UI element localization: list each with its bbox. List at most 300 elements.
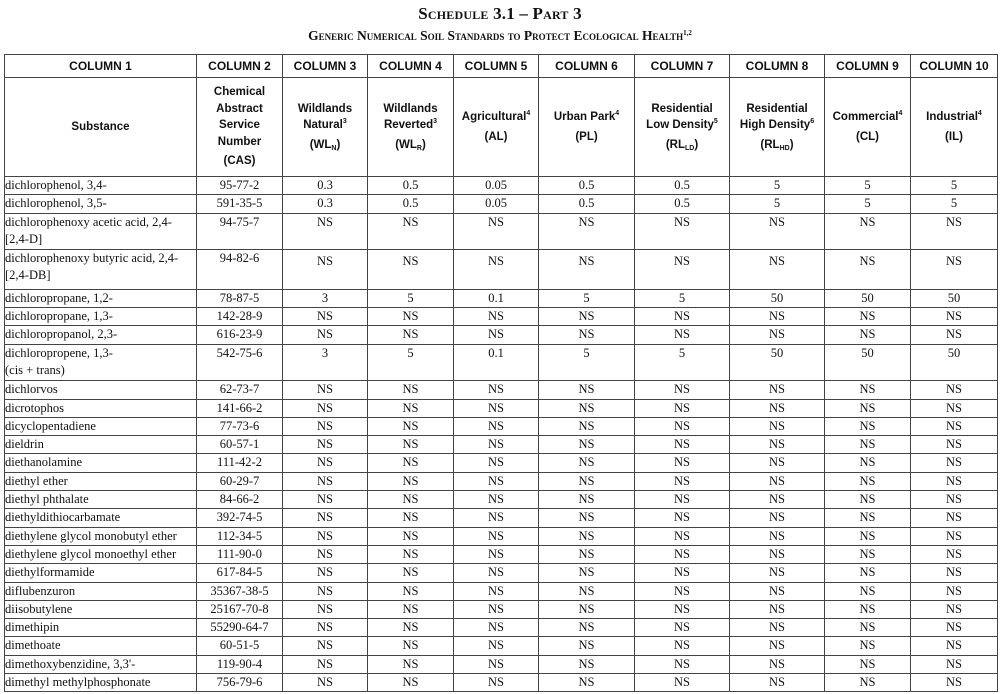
standard-value-cell: NS [539, 674, 635, 692]
substance-cell [5, 472, 197, 490]
substance-cell [5, 250, 197, 290]
standard-value-cell: 50 [825, 344, 911, 381]
standard-value-cell: NS [539, 582, 635, 600]
standard-value-cell: NS [825, 250, 911, 290]
standard-value-cell: NS [730, 250, 825, 290]
header-line [539, 109, 634, 126]
standard-value-cell: NS [539, 472, 635, 490]
standard-value-cell: NS [911, 454, 998, 472]
cas-number-cell: 35367-38-5 [197, 582, 283, 600]
standard-value-cell: NS [635, 582, 730, 600]
standard-value-cell: NS [539, 655, 635, 673]
document-subtitle [0, 28, 1000, 44]
cas-number-cell: 756-79-6 [197, 674, 283, 692]
header-footnote: 3 [342, 118, 347, 126]
standard-value-cell: NS [454, 564, 539, 582]
substance-name-line: dichlorophenoxy butyric acid, 2,4- [5, 251, 179, 266]
standard-value-cell: NS [730, 582, 825, 600]
table-row [5, 674, 998, 692]
substance-name-line: dicrotophos [5, 400, 65, 415]
column-number-8: COLUMN 8 [730, 55, 825, 78]
substance-name-line: [2,4-D] [5, 231, 43, 246]
standard-value-cell: NS [825, 491, 911, 509]
standard-value-cell: NS [283, 674, 368, 692]
standard-value-cell: NS [911, 436, 998, 454]
table-row [5, 619, 998, 637]
standard-value-cell: NS [730, 674, 825, 692]
substance-name-line: dichloropropane, 1,3- [5, 309, 113, 324]
column-number-9: COLUMN 9 [825, 55, 911, 78]
substance-name-line: diethyl ether [5, 473, 68, 488]
table-row [5, 509, 998, 527]
table-row [5, 381, 998, 399]
standard-value-cell: NS [825, 436, 911, 454]
standard-value-cell: NS [911, 655, 998, 673]
standard-value-cell: NS [635, 454, 730, 472]
header-line [825, 109, 910, 126]
standard-value-cell: NS [730, 472, 825, 490]
standard-value-cell: NS [825, 545, 911, 563]
standard-value-cell: NS [539, 454, 635, 472]
header-line [730, 101, 824, 118]
cas-number-cell: 60-29-7 [197, 472, 283, 490]
table-body [5, 177, 998, 692]
column-header-3 [283, 78, 368, 177]
substance-name-line: dichlorvos [5, 382, 58, 397]
standard-value-cell: NS [635, 417, 730, 435]
standard-value-cell: NS [825, 399, 911, 417]
standard-value-cell: NS [911, 637, 998, 655]
standard-value-cell: NS [539, 436, 635, 454]
substance-cell [5, 213, 197, 250]
standard-value-cell: NS [283, 308, 368, 326]
substance-cell [5, 600, 197, 618]
table-row [5, 564, 998, 582]
standard-value-cell: NS [730, 655, 825, 673]
standard-value-cell: NS [283, 509, 368, 527]
header-abbreviation: $(RL_{HD})$ [760, 138, 794, 152]
header-footnote: 6 [810, 118, 815, 126]
standard-value-cell: 5 [911, 177, 998, 195]
abbreviation-text: (RL [760, 138, 780, 151]
standard-value-cell: NS [635, 250, 730, 290]
table-row [5, 308, 998, 326]
table-row [5, 177, 998, 195]
substance-cell [5, 655, 197, 673]
standard-value-cell: NS [635, 213, 730, 250]
standard-value-cell: NS [283, 213, 368, 250]
header-abbreviation [197, 153, 282, 170]
column-number-3: COLUMN 3 [283, 55, 368, 78]
standard-value-cell: NS [539, 564, 635, 582]
column-number-4: COLUMN 4 [368, 55, 454, 78]
standard-value-cell: 0.5 [635, 177, 730, 195]
standard-value-cell: NS [368, 436, 454, 454]
column-number-1: COLUMN 1 [5, 55, 197, 78]
standard-value-cell: NS [825, 472, 911, 490]
substance-cell [5, 381, 197, 399]
standard-value-cell: 5 [539, 344, 635, 381]
header-line-text: Commercial [832, 111, 899, 123]
standard-value-cell: 3 [283, 289, 368, 307]
column-header-4 [368, 78, 454, 177]
standard-value-cell: NS [635, 399, 730, 417]
standard-value-cell: NS [368, 213, 454, 250]
table-row [5, 655, 998, 673]
standard-value-cell: 0.3 [283, 195, 368, 213]
standard-value-cell: NS [454, 381, 539, 399]
cas-number-cell: 392-74-5 [197, 509, 283, 527]
standard-value-cell: 0.5 [368, 195, 454, 213]
standard-value-cell: NS [911, 472, 998, 490]
standard-value-cell: NS [454, 213, 539, 250]
standard-value-cell: NS [368, 308, 454, 326]
standard-value-cell: NS [368, 674, 454, 692]
table-row [5, 545, 998, 563]
column-number-row [5, 55, 998, 78]
standard-value-cell: NS [283, 436, 368, 454]
standard-value-cell: NS [539, 491, 635, 509]
standard-value-cell: NS [454, 655, 539, 673]
cas-number-cell: 84-66-2 [197, 491, 283, 509]
standard-value-cell: NS [730, 637, 825, 655]
table-row [5, 472, 998, 490]
standard-value-cell: NS [539, 417, 635, 435]
standard-value-cell: NS [454, 417, 539, 435]
substance-name-line: dimethoxybenzidine, 3,3'- [5, 656, 136, 671]
standard-value-cell: NS [368, 472, 454, 490]
substance-cell [5, 619, 197, 637]
column-header-7 [635, 78, 730, 177]
standard-value-cell: NS [539, 527, 635, 545]
standard-value-cell: NS [911, 213, 998, 250]
standard-value-cell: NS [454, 509, 539, 527]
standard-value-cell: 5 [368, 344, 454, 381]
header-line-text: Agricultural [461, 111, 527, 123]
standard-value-cell: NS [368, 564, 454, 582]
standard-value-cell: 0.05 [454, 177, 539, 195]
standard-value-cell: NS [368, 527, 454, 545]
table-row [5, 399, 998, 417]
substance-cell [5, 674, 197, 692]
standard-value-cell: NS [283, 491, 368, 509]
cas-number-cell: 60-51-5 [197, 637, 283, 655]
abbreviation-text: (CAS) [223, 155, 256, 168]
standard-value-cell: 50 [911, 344, 998, 381]
standard-value-cell: 0.5 [539, 195, 635, 213]
substance-cell [5, 177, 197, 195]
abbreviation-text: (WL [309, 138, 332, 151]
standard-value-cell: NS [911, 491, 998, 509]
standard-value-cell: NS [368, 454, 454, 472]
standard-value-cell: NS [539, 381, 635, 399]
substance-cell [5, 545, 197, 563]
substance-cell [5, 509, 197, 527]
header-abbreviation: $(RL_{LD})$ [665, 138, 699, 152]
cas-number-cell: 25167-70-8 [197, 600, 283, 618]
column-header-6 [539, 78, 635, 177]
cas-number-cell: 60-57-1 [197, 436, 283, 454]
standard-value-cell: NS [368, 250, 454, 290]
substance-cell [5, 289, 197, 307]
standard-value-cell: NS [539, 326, 635, 344]
standard-value-cell: NS [911, 527, 998, 545]
document-title: Schedule 3.1 – Part 3 [418, 4, 582, 23]
standard-value-cell: NS [911, 619, 998, 637]
header-line [197, 134, 282, 151]
standard-value-cell: 50 [825, 289, 911, 307]
standard-value-cell: NS [368, 417, 454, 435]
substance-cell [5, 491, 197, 509]
standard-value-cell: NS [368, 509, 454, 527]
standard-value-cell: NS [825, 308, 911, 326]
header-line-text: High Density [739, 119, 811, 132]
standard-value-cell: NS [454, 454, 539, 472]
table-row [5, 417, 998, 435]
header-line [635, 101, 729, 118]
header-footnote: 4 [977, 110, 982, 117]
standard-value-cell: NS [825, 527, 911, 545]
standard-value-cell: NS [730, 545, 825, 563]
standard-value-cell: NS [635, 326, 730, 344]
standard-value-cell: NS [825, 582, 911, 600]
substance-cell [5, 454, 197, 472]
header-line-text: Wildlands [383, 102, 438, 115]
header-abbreviation [825, 129, 910, 146]
column-header-9 [825, 78, 911, 177]
standard-value-cell: NS [635, 509, 730, 527]
abbreviation-subscript: HD [779, 144, 790, 152]
standard-value-cell: NS [283, 326, 368, 344]
standard-value-cell: NS [730, 491, 825, 509]
cas-number-cell: 94-82-6 [197, 250, 283, 290]
standard-value-cell: 50 [730, 289, 825, 307]
header-line-text: Number [217, 135, 262, 148]
standard-value-cell: 0.1 [454, 289, 539, 307]
standard-value-cell: NS [825, 509, 911, 527]
standard-value-cell: NS [454, 436, 539, 454]
standard-value-cell: NS [635, 381, 730, 399]
standard-value-cell: 0.5 [635, 195, 730, 213]
standard-value-cell: NS [283, 582, 368, 600]
standard-value-cell: NS [635, 545, 730, 563]
substance-name-line: dichloropropane, 1,2- [5, 290, 113, 305]
header-line [730, 117, 824, 134]
abbreviation-text: (WL [395, 138, 417, 151]
header-line [368, 101, 453, 118]
standard-value-cell: NS [539, 213, 635, 250]
standard-value-cell: NS [825, 564, 911, 582]
standard-value-cell: NS [454, 582, 539, 600]
header-line-text: Industrial [926, 111, 978, 123]
standard-value-cell: 5 [911, 195, 998, 213]
header-footnote: 4 [898, 110, 903, 117]
subtitle-text: Generic Numerical Soil Standards to Protect Ecological Health [308, 28, 684, 43]
substance-cell [5, 564, 197, 582]
substance-cell [5, 344, 197, 381]
standard-value-cell: NS [368, 655, 454, 673]
standard-value-cell: NS [368, 399, 454, 417]
standard-value-cell: 5 [635, 344, 730, 381]
abbreviation-subscript: R [416, 144, 422, 152]
standard-value-cell: NS [730, 436, 825, 454]
header-line-text: Reverted [383, 119, 434, 132]
column-header-8 [730, 78, 825, 177]
substance-cell [5, 527, 197, 545]
cas-number-cell: 77-73-6 [197, 417, 283, 435]
substance-name-line: [2,4-DB] [5, 268, 51, 283]
standard-value-cell: 3 [283, 344, 368, 381]
substance-name-line: dimethoate [5, 638, 61, 653]
substance-name-line: dieldrin [5, 437, 44, 452]
substance-cell [5, 637, 197, 655]
standard-value-cell: NS [635, 637, 730, 655]
standard-value-cell: NS [454, 250, 539, 290]
standard-value-cell: NS [283, 399, 368, 417]
header-line-text: Urban Park [553, 111, 616, 123]
standard-value-cell: NS [368, 545, 454, 563]
substance-name-line: dimethipin [5, 620, 60, 635]
standard-value-cell: NS [368, 326, 454, 344]
cas-number-cell: 112-34-5 [197, 527, 283, 545]
standard-value-cell: 5 [539, 289, 635, 307]
header-line [454, 109, 538, 126]
cas-number-cell: 542-75-6 [197, 344, 283, 381]
header-abbreviation [454, 129, 538, 146]
cas-number-cell: 111-90-0 [197, 545, 283, 563]
standard-value-cell: NS [825, 600, 911, 618]
column-header-row [5, 78, 998, 177]
substance-cell [5, 436, 197, 454]
standard-value-cell: NS [911, 417, 998, 435]
column-number-6: COLUMN 6 [539, 55, 635, 78]
table-row [5, 326, 998, 344]
standard-value-cell: NS [635, 472, 730, 490]
header-line-text: Residential [651, 102, 713, 115]
header-line-text: Abstract [216, 102, 263, 115]
standard-value-cell: 5 [368, 289, 454, 307]
header-line [197, 117, 282, 134]
substance-cell [5, 326, 197, 344]
standard-value-cell: 0.1 [454, 344, 539, 381]
substance-cell [5, 399, 197, 417]
header-footnote: 3 [433, 118, 438, 126]
standard-value-cell: NS [635, 491, 730, 509]
substance-name-line: diethylformamide [5, 565, 95, 580]
substance-cell [5, 308, 197, 326]
header-line [911, 109, 997, 126]
column-header-10 [911, 78, 998, 177]
substance-name-line: diethylene glycol monoethyl ether [5, 546, 177, 561]
substance-cell [5, 417, 197, 435]
substance-name-line: dichlorophenoxy acetic acid, 2,4- [5, 214, 172, 229]
standard-value-cell: NS [283, 472, 368, 490]
standard-value-cell: NS [730, 619, 825, 637]
table-row [5, 600, 998, 618]
column-header-2 [197, 78, 283, 177]
standard-value-cell: NS [635, 308, 730, 326]
standard-value-cell: 0.05 [454, 195, 539, 213]
header-abbreviation: $(WL_N)$ [309, 138, 341, 152]
header-line [197, 84, 282, 101]
standard-value-cell: NS [283, 454, 368, 472]
standard-value-cell: NS [635, 619, 730, 637]
table-row [5, 527, 998, 545]
standard-value-cell: NS [635, 600, 730, 618]
cas-number-cell: 95-77-2 [197, 177, 283, 195]
standard-value-cell: NS [730, 399, 825, 417]
header-footnote: 4 [615, 110, 620, 117]
standard-value-cell: NS [730, 509, 825, 527]
standard-value-cell: 5 [635, 289, 730, 307]
standard-value-cell: NS [911, 582, 998, 600]
soil-standards-table [4, 54, 998, 692]
subtitle-footnote: 1,2 [683, 29, 692, 37]
standard-value-cell: NS [454, 545, 539, 563]
standard-value-cell: NS [283, 600, 368, 618]
column-number-7: COLUMN 7 [635, 55, 730, 78]
abbreviation-text: (CL) [856, 130, 879, 143]
substance-name-line: diethylene glycol monobutyl ether [5, 528, 177, 543]
table-row [5, 436, 998, 454]
cas-number-cell: 617-84-5 [197, 564, 283, 582]
standard-value-cell: NS [454, 600, 539, 618]
header-line-text: Service [219, 119, 260, 132]
standard-value-cell: NS [911, 564, 998, 582]
standard-value-cell: NS [454, 619, 539, 637]
standard-value-cell: NS [368, 381, 454, 399]
table-row [5, 289, 998, 307]
header-line-text: Substance [71, 120, 130, 133]
standard-value-cell: 0.5 [539, 177, 635, 195]
standard-value-cell: NS [825, 655, 911, 673]
standard-value-cell: NS [635, 527, 730, 545]
standard-value-cell: NS [539, 509, 635, 527]
cas-number-cell: 591-35-5 [197, 195, 283, 213]
abbreviation-subscript: N [331, 144, 337, 152]
substance-name-line: diethyl phthalate [5, 492, 89, 507]
table-row [5, 250, 998, 290]
standard-value-cell: 50 [911, 289, 998, 307]
header-line [368, 117, 453, 134]
header-line [283, 101, 367, 118]
column-header-5 [454, 78, 539, 177]
standard-value-cell: NS [283, 637, 368, 655]
header-line-text: Wildlands [297, 102, 353, 115]
standard-value-cell: NS [825, 619, 911, 637]
standard-value-cell: NS [539, 600, 635, 618]
standard-value-cell: NS [911, 545, 998, 563]
table-row [5, 454, 998, 472]
table-row [5, 582, 998, 600]
header-line [197, 101, 282, 118]
standard-value-cell: NS [283, 564, 368, 582]
standard-value-cell: 0.5 [368, 177, 454, 195]
standard-value-cell: NS [911, 674, 998, 692]
standard-value-cell: NS [283, 417, 368, 435]
standard-value-cell: NS [825, 381, 911, 399]
standard-value-cell: NS [825, 213, 911, 250]
substance-name-line: dicyclopentadiene [5, 418, 96, 433]
standard-value-cell: NS [539, 545, 635, 563]
column-number-2: COLUMN 2 [197, 55, 283, 78]
standard-value-cell: NS [911, 381, 998, 399]
substance-name-line: diethanolamine [5, 455, 83, 470]
standard-value-cell: NS [368, 582, 454, 600]
standard-value-cell: NS [730, 308, 825, 326]
header-abbreviation [911, 129, 997, 146]
standard-value-cell: NS [730, 213, 825, 250]
